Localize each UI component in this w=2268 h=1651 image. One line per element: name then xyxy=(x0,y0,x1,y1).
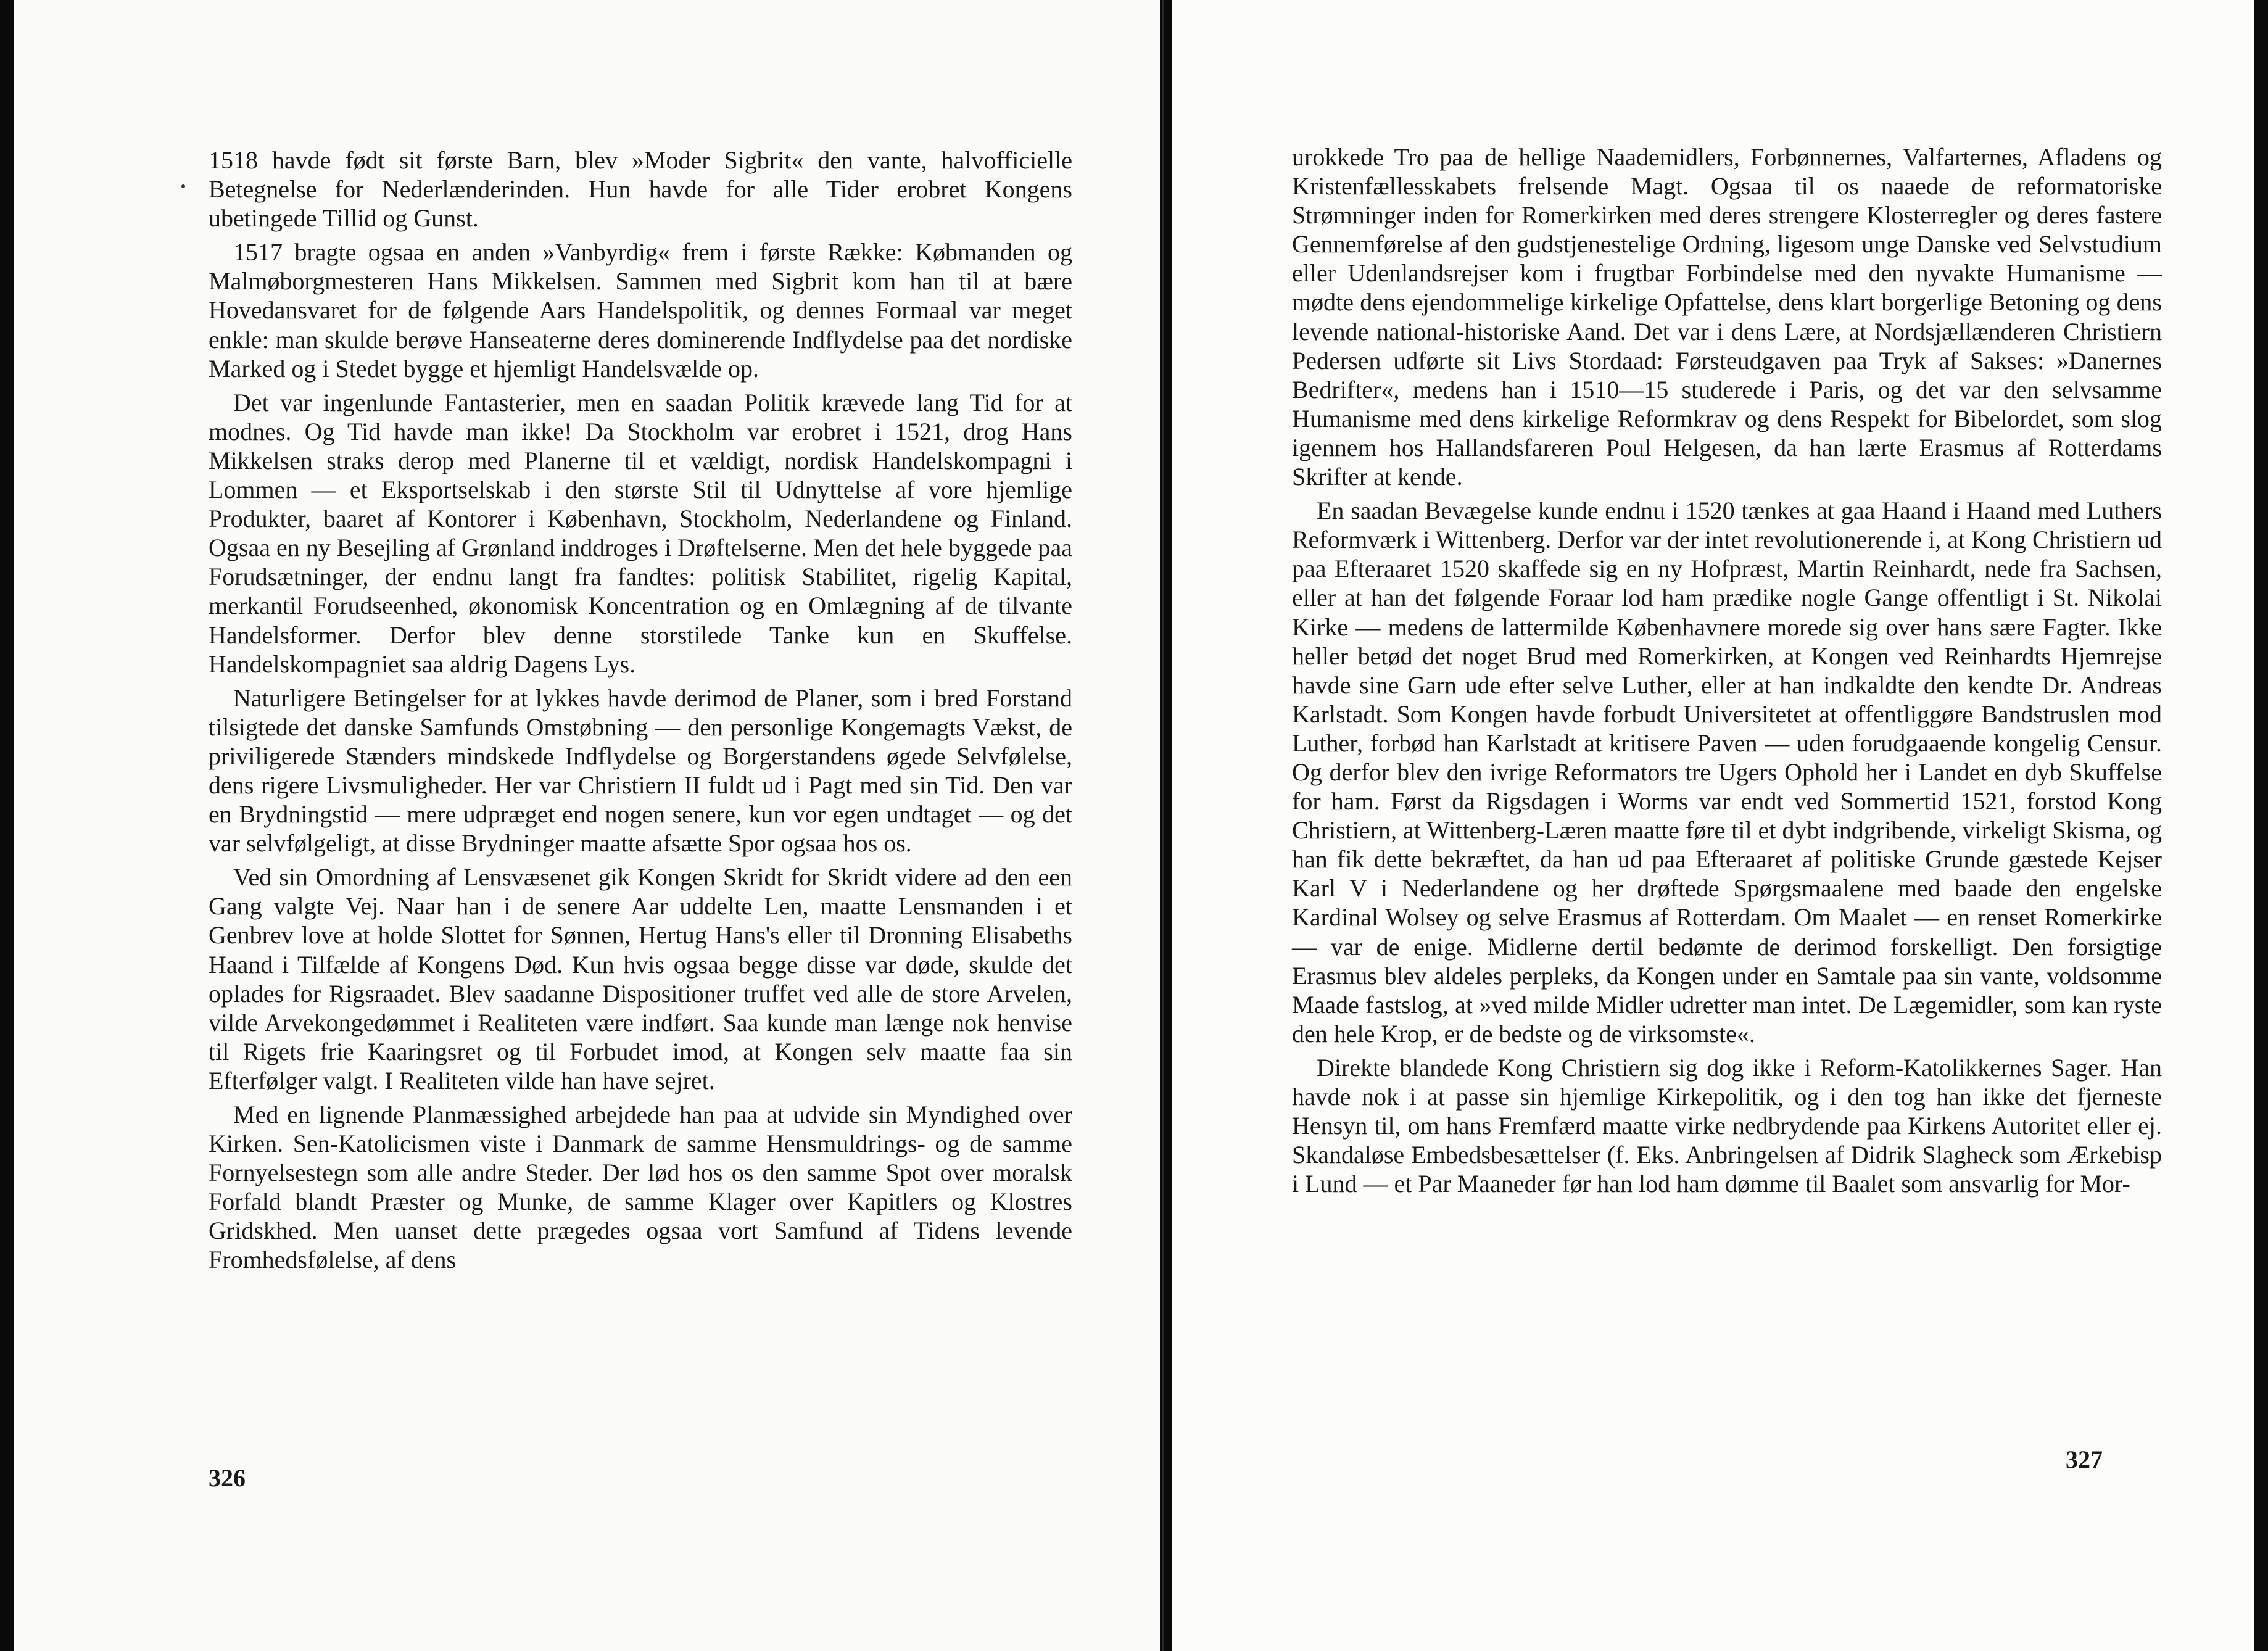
left-page xyxy=(14,0,1160,1651)
paragraph: Med en lignende Planmæssighed arbejdede han paa at udvide sin Myndighed over Kirken. Sen-Katolicismen viste i Danmark de samme Hensmuldrings- og de samme Fornyelsestegn som alle andre Steder. Der lød hos os den samme Spot over moralsk Forfald blandt Præster og Munke, de samme Klager over Kapitlers og Klostres Gridskhed. Men uanset dette prægedes ogsaa vort Samfund af Tidens levende Fromhedsfølelse, af dens xyxy=(209,1101,1072,1274)
paragraph: 1517 bragte ogsaa en anden »Vanbyrdig« frem i første Række: Købmanden og Malmøborgmesteren Hans Mikkelsen. Sammen med Sigbrit kom han til at bære Hovedansvaret for de følgende Aars Handelspolitik, og dennes Formaal var meget enkle: man skulde berøve Hanseaterne deres dominerende Indflydelse paa det nordiske Marked og i Stedet bygge et hjemligt Handelsvælde op. xyxy=(209,238,1072,383)
paragraph: En saadan Bevægelse kunde endnu i 1520 tænkes at gaa Haand i Haand med Luthers Reformværk i Wittenberg. Derfor var der intet revolutionerende i, at Kong Christiern ud paa Efteraaret 1520 skaffede sig en ny Hofpræst, Martin Reinhardt, nede fra Sachsen, eller at han det følgende Foraar lod ham prædike nogle Gange offentligt i St. Nikolai Kirke — medens de lattermilde Københavnere morede sig over hans sære Fagter. Ikke heller betød det noget Brud med Romerkirken, at Kongen ved Reinhardts Hjemrejse havde sine Garn ude efter selve Luther, eller at han indkaldte den kendte Dr. Andreas Karlstadt. Som Kongen havde forbudt Universitetet at offentliggøre Bandstruslen mod Luther, forbød han Karlstadt at kritisere Paven — uden forudgaaende kongelig Censur. Og derfor blev den ivrige Reformators tre Ugers Ophold her i Landet en dyb Skuffelse for ham. Først da Rigsdagen i Worms var endt ved Sommertid 1521, forstod Kong Christiern, at Wittenberg-Læren maatte føre til et dybt indgribende, virkeligt Skisma, og han fik dette bekræftet, da han ud paa Efteraaret af politiske Grunde gæstede Kejser Karl V i Nederlandene og her drøftede Spørgsmaalene med baade den engelske Kardinal Wolsey og selve Erasmus af Rotterdam. Om Maalet — en renset Romerkirke — var de enige. Midlerne dertil bedømte de derimod forskelligt. Den forsigtige Erasmus blev aldeles perpleks, da Kongen under en Samtale paa sin vante, voldsomme Maade fastslog, at »ved milde Midler udretter man intet. De Lægemidler, som kan ryste den hele Krop, er de bedste og de virksomste«. xyxy=(1292,497,2162,1048)
paragraph: urokkede Tro paa de hellige Naademidlers, Forbønnernes, Valfarternes, Afladens og Kristenfællesskabets frelsende Magt. Ogsaa til os naaede de reformatoriske Strømninger inden for Romerkirken med deres strengere Klosterregler og deres fastere Gennemførelse af den gudstjenestelige Ordning, ligesom unge Danske ved Selvstudium eller Udenlandsrejser kom i frugtbar Forbindelse med den nyvakte Humanisme — mødte dens ejendommelige kirkelige Opfattelse, dens klart borgerlige Betoning og dens levende national-historiske Aand. Det var i dens Lære, at Nordsjællænderen Christiern Pedersen udførte sit Livs Stordaad: Førsteudgaven paa Tryk af Sakses: »Danernes Bedrifter«, medens han i 1510—15 studerede i Paris, og det var den selvsamme Humanisme med dens kirkelige Reformkrav og dens Respekt for Bibelordet, som slog igennem hos Hallandsfareren Poul Helgesen, da han lærte Erasmus af Rotterdams Skrifter at kende. xyxy=(1292,143,2162,491)
paragraph: Direkte blandede Kong Christiern sig dog ikke i Reform-Katolikkernes Sager. Han havde nok i at passe sin hjemlige Kirkepolitik, og i den tog han ikke det fjerneste Hensyn til, om hans Fremfærd maatte virke nedbrydende paa Kirkens Autoritet eller ej. Skandaløse Embedsbesættelser (f. Eks. Anbringelsen af Didrik Slagheck som Ærkebisp i Lund — et Par Maaneder før han lod ham dømme til Baalet som ansvarlig for Mor- xyxy=(1292,1053,2162,1198)
paragraph: Naturligere Betingelser for at lykkes havde derimod de Planer, som i bred Forstand tilsigtede det danske Samfunds Omstøbning — den personlige Kongemagts Vækst, de priviligerede Stænders mindskede Indflydelse og Borgerstandens øgede Selvfølelse, dens rigere Livsmuligheder. Her var Christiern II fuldt ud i Pagt med sin Tid. Den var en Brydningstid — mere udpræget end nogen senere, kun vor egen undtaget — og det var selvfølgeligt, at disse Brydninger maatte afsætte Spor ogsaa hos os. xyxy=(209,684,1072,858)
paragraph: Ved sin Omordning af Lensvæsenet gik Kongen Skridt for Skridt videre ad den een Gang valgte Vej. Naar han i de senere Aar uddelte Len, maatte Lensmanden i et Genbrev love at holde Slottet for Sønnen, Hertug Hans's eller til Dronning Elisabeths Haand i Tilfælde af Kongens Død. Kun hvis ogsaa begge disse var døde, skulde det oplades for Rigsraadet. Blev saadanne Dispositioner truffet ved alle de store Arvelen, vilde Arvekongedømmet i Realiteten være indført. Saa kunde man længe nok henvise til Rigets frie Kaaringsret og til Forbudet imod, at Kongen selv maatte faa sin Efterfølger valgt. I Realiteten vilde han have sejret. xyxy=(209,863,1072,1094)
margin-mark xyxy=(181,184,185,188)
page-number: 326 xyxy=(209,1464,246,1492)
gutter-divider xyxy=(1162,0,1164,1651)
paragraph: 1518 havde født sit første Barn, blev »Moder Sigbrit« den vante, halvofficielle Betegnelse for Nederlænderinden. Hun havde for alle Tider erobret Kongens ubetingede Tillid og Gunst. xyxy=(209,146,1072,233)
left-page-text xyxy=(209,146,1072,1275)
paragraph: Det var ingenlunde Fantasterier, men en saadan Politik krævede lang Tid for at modnes. Og Tid havde man ikke! Da Stockholm var erobret i 1521, drog Hans Mikkelsen straks derop med Planerne til et vældigt, nordisk Handelskompagni i Lommen — et Eksportselskab i den største Stil til Udnyttelse af vore hjemlige Produkter, baaret af Kontorer i København, Stockholm, Nederlandene og Finland. Ogsaa en ny Besejling af Grønland inddroges i Drøftelserne. Men det hele byggede paa Forudsætninger, der endnu langt fra fandtes: politisk Stabilitet, rigelig Kapital, merkantil Forudseenhed, økonomisk Koncentration og en Omlægning af de tilvante Handelsformer. Derfor blev denne storstilede Tanke kun en Skuffelse. Handelskompagniet saa aldrig Dagens Lys. xyxy=(209,388,1072,678)
right-page xyxy=(1172,0,2254,1651)
page-number: 327 xyxy=(2066,1446,2103,1473)
right-page-text xyxy=(1292,143,2162,1198)
